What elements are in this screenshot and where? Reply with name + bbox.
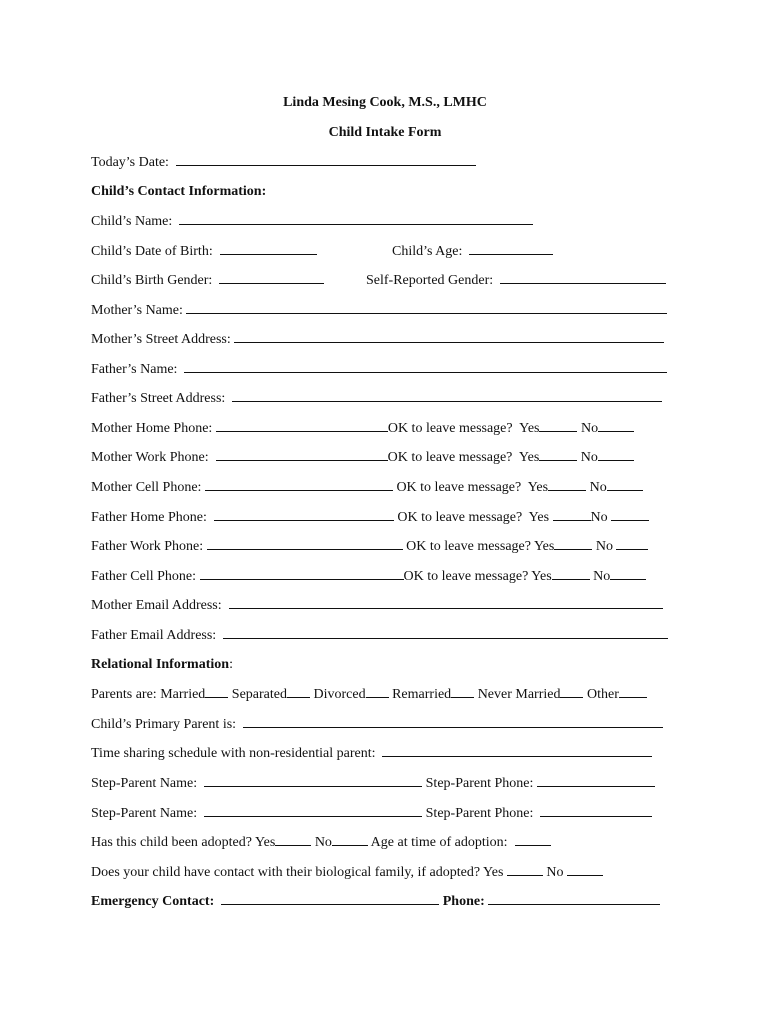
age-label: Child’s Age: [392,244,463,259]
relational-heading-row [91,656,233,674]
no-label: No [580,421,599,436]
mother-cell-phone-field[interactable] [205,478,393,491]
mothers-name-field[interactable] [186,301,667,314]
mother-email-field[interactable] [229,596,663,609]
yes-field[interactable] [553,508,591,521]
todays-date-row [91,153,476,172]
no-field[interactable] [567,863,603,876]
emergency-phone-field[interactable] [488,892,660,905]
mother-home-phone-row [91,419,634,438]
no-label: No [590,510,608,525]
contact-heading: Child’s Contact Information: [91,184,267,199]
self-gender-label: Self-Reported Gender: [366,273,494,288]
mother-home-phone-field[interactable] [216,419,388,432]
ok-message-label: OK to leave message? [387,450,513,465]
primary-parent-label: Child’s Primary Parent is: [91,717,237,732]
yes-field[interactable] [507,863,543,876]
no-label: No [546,865,564,880]
fathers-address-field[interactable] [232,389,662,402]
divorced-field[interactable] [366,685,389,698]
separated-field[interactable] [287,685,310,698]
no-label: No [580,450,598,465]
no-field[interactable] [616,537,648,550]
yes-field[interactable] [275,833,311,846]
remarried-field[interactable] [451,685,474,698]
dob-field[interactable] [220,242,317,255]
never-married-field[interactable] [560,685,583,698]
divorced-label: Divorced [313,687,366,702]
step-parent-row-2 [91,804,652,823]
father-home-phone-field[interactable] [214,508,394,521]
fathers-name-field[interactable] [184,360,667,373]
yes-field[interactable] [554,537,592,550]
primary-parent-field[interactable] [243,715,663,728]
emergency-contact-row [91,892,660,911]
mother-work-phone-row [91,448,634,467]
mother-home-phone-label: Mother Home Phone: [91,421,213,436]
father-email-label: Father Email Address: [91,628,217,643]
no-label: No [593,569,611,584]
no-field[interactable] [598,448,634,461]
practitioner-name: Linda Mesing Cook, M.S., LMHC [283,95,487,110]
ok-message-label: OK to leave message? [406,539,531,554]
childs-name-field[interactable] [179,212,533,225]
bio-family-row [91,863,603,882]
remarried-label: Remarried [392,687,452,702]
step-parent-name-field[interactable] [204,804,422,817]
ok-message-label: OK to leave message? [397,510,523,525]
yes-label: Yes [254,835,276,850]
mother-email-row [91,596,663,615]
yes-label: Yes [483,865,504,880]
mothers-address-row [91,330,664,349]
no-field[interactable] [607,478,643,491]
other-field[interactable] [619,685,647,698]
never-married-label: Never Married [477,687,561,702]
father-work-phone-label: Father Work Phone: [91,539,204,554]
father-cell-phone-label: Father Cell Phone: [91,569,196,584]
mother-email-label: Mother Email Address: [91,598,222,613]
no-field[interactable] [610,567,646,580]
time-sharing-field[interactable] [382,744,652,757]
father-home-phone-label: Father Home Phone: [91,510,207,525]
adopted-label: Has this child been adopted? [91,835,252,850]
ok-message-label: OK to leave message? [396,480,522,495]
step-parent-row-1 [91,774,655,793]
father-email-field[interactable] [223,626,668,639]
mother-cell-phone-label: Mother Cell Phone: [91,480,202,495]
father-cell-phone-field[interactable] [200,567,404,580]
emergency-contact-field[interactable] [221,892,439,905]
ok-message-label: OK to leave message? [403,569,529,584]
childs-name-row [91,212,533,231]
no-label: No [589,480,607,495]
yes-field[interactable] [539,448,577,461]
no-field[interactable] [611,508,649,521]
father-work-phone-field[interactable] [207,537,403,550]
step-parent-phone-label: Step-Parent Phone: [425,806,534,821]
father-home-phone-row [91,508,649,527]
father-work-phone-row [91,537,648,556]
yes-label: Yes [533,539,555,554]
time-sharing-label: Time sharing schedule with non-residential parent: [91,746,376,761]
parents-are-label: Parents are: [91,687,157,702]
step-parent-name-field[interactable] [204,774,422,787]
age-row [392,242,553,261]
yes-field[interactable] [552,567,590,580]
yes-label: Yes [518,450,540,465]
adoption-age-field[interactable] [515,833,551,846]
mother-cell-phone-row [91,478,643,497]
mothers-name-label: Mother’s Name: [91,303,183,318]
mother-work-phone-field[interactable] [216,448,388,461]
yes-label: Yes [527,480,549,495]
father-email-row [91,626,668,645]
fathers-name-label: Father’s Name: [91,362,178,377]
dob-row [91,242,317,261]
self-gender-row [366,271,666,290]
married-field[interactable] [205,685,228,698]
mothers-address-label: Mother’s Street Address: [91,332,231,347]
mothers-name-row [91,301,667,320]
bio-family-label: Does your child have contact with their biological family, if adopted? [91,865,481,880]
step-parent-name-label: Step-Parent Name: [91,806,198,821]
fathers-name-row [91,360,667,379]
childs-name-label: Child’s Name: [91,214,173,229]
yes-field[interactable] [548,478,586,491]
adoption-age-label: Age at time of adoption: [370,835,508,850]
ok-message-label: OK to leave message? [387,421,513,436]
emergency-contact-label: Emergency Contact: [91,894,215,909]
adopted-row [91,833,551,852]
fathers-address-label: Father’s Street Address: [91,391,226,406]
birth-gender-field[interactable] [219,271,324,284]
mothers-address-field[interactable] [234,330,664,343]
form-title: Child Intake Form [328,125,442,140]
relational-colon: : [229,657,233,672]
relational-heading: Relational Information [91,657,230,672]
step-parent-phone-field[interactable] [540,804,652,817]
no-label: No [595,539,613,554]
time-sharing-row [91,744,652,763]
no-label: No [314,835,332,850]
todays-date-field[interactable] [176,153,476,166]
yes-label: Yes [531,569,552,584]
father-cell-phone-row [91,567,646,586]
yes-label: Yes [528,510,550,525]
parents-are-row [91,685,647,704]
dob-label: Child’s Date of Birth: [91,244,213,259]
fathers-address-row [91,389,662,408]
other-label: Other [586,687,619,702]
separated-label: Separated [231,687,287,702]
emergency-phone-label: Phone: [442,894,485,909]
age-field[interactable] [469,242,553,255]
yes-field[interactable] [539,419,577,432]
birth-gender-label: Child’s Birth Gender: [91,273,213,288]
step-parent-phone-field[interactable] [537,774,655,787]
primary-parent-row [91,715,663,734]
birth-gender-row [91,271,324,290]
no-field[interactable] [332,833,368,846]
step-parent-phone-label: Step-Parent Phone: [425,776,534,791]
no-field[interactable] [598,419,634,432]
married-label: Married [160,687,206,702]
todays-date-label: Today’s Date: [91,155,169,170]
self-gender-field[interactable] [500,271,666,284]
yes-label: Yes [519,421,540,436]
step-parent-name-label: Step-Parent Name: [91,776,198,791]
mother-work-phone-label: Mother Work Phone: [91,450,209,465]
